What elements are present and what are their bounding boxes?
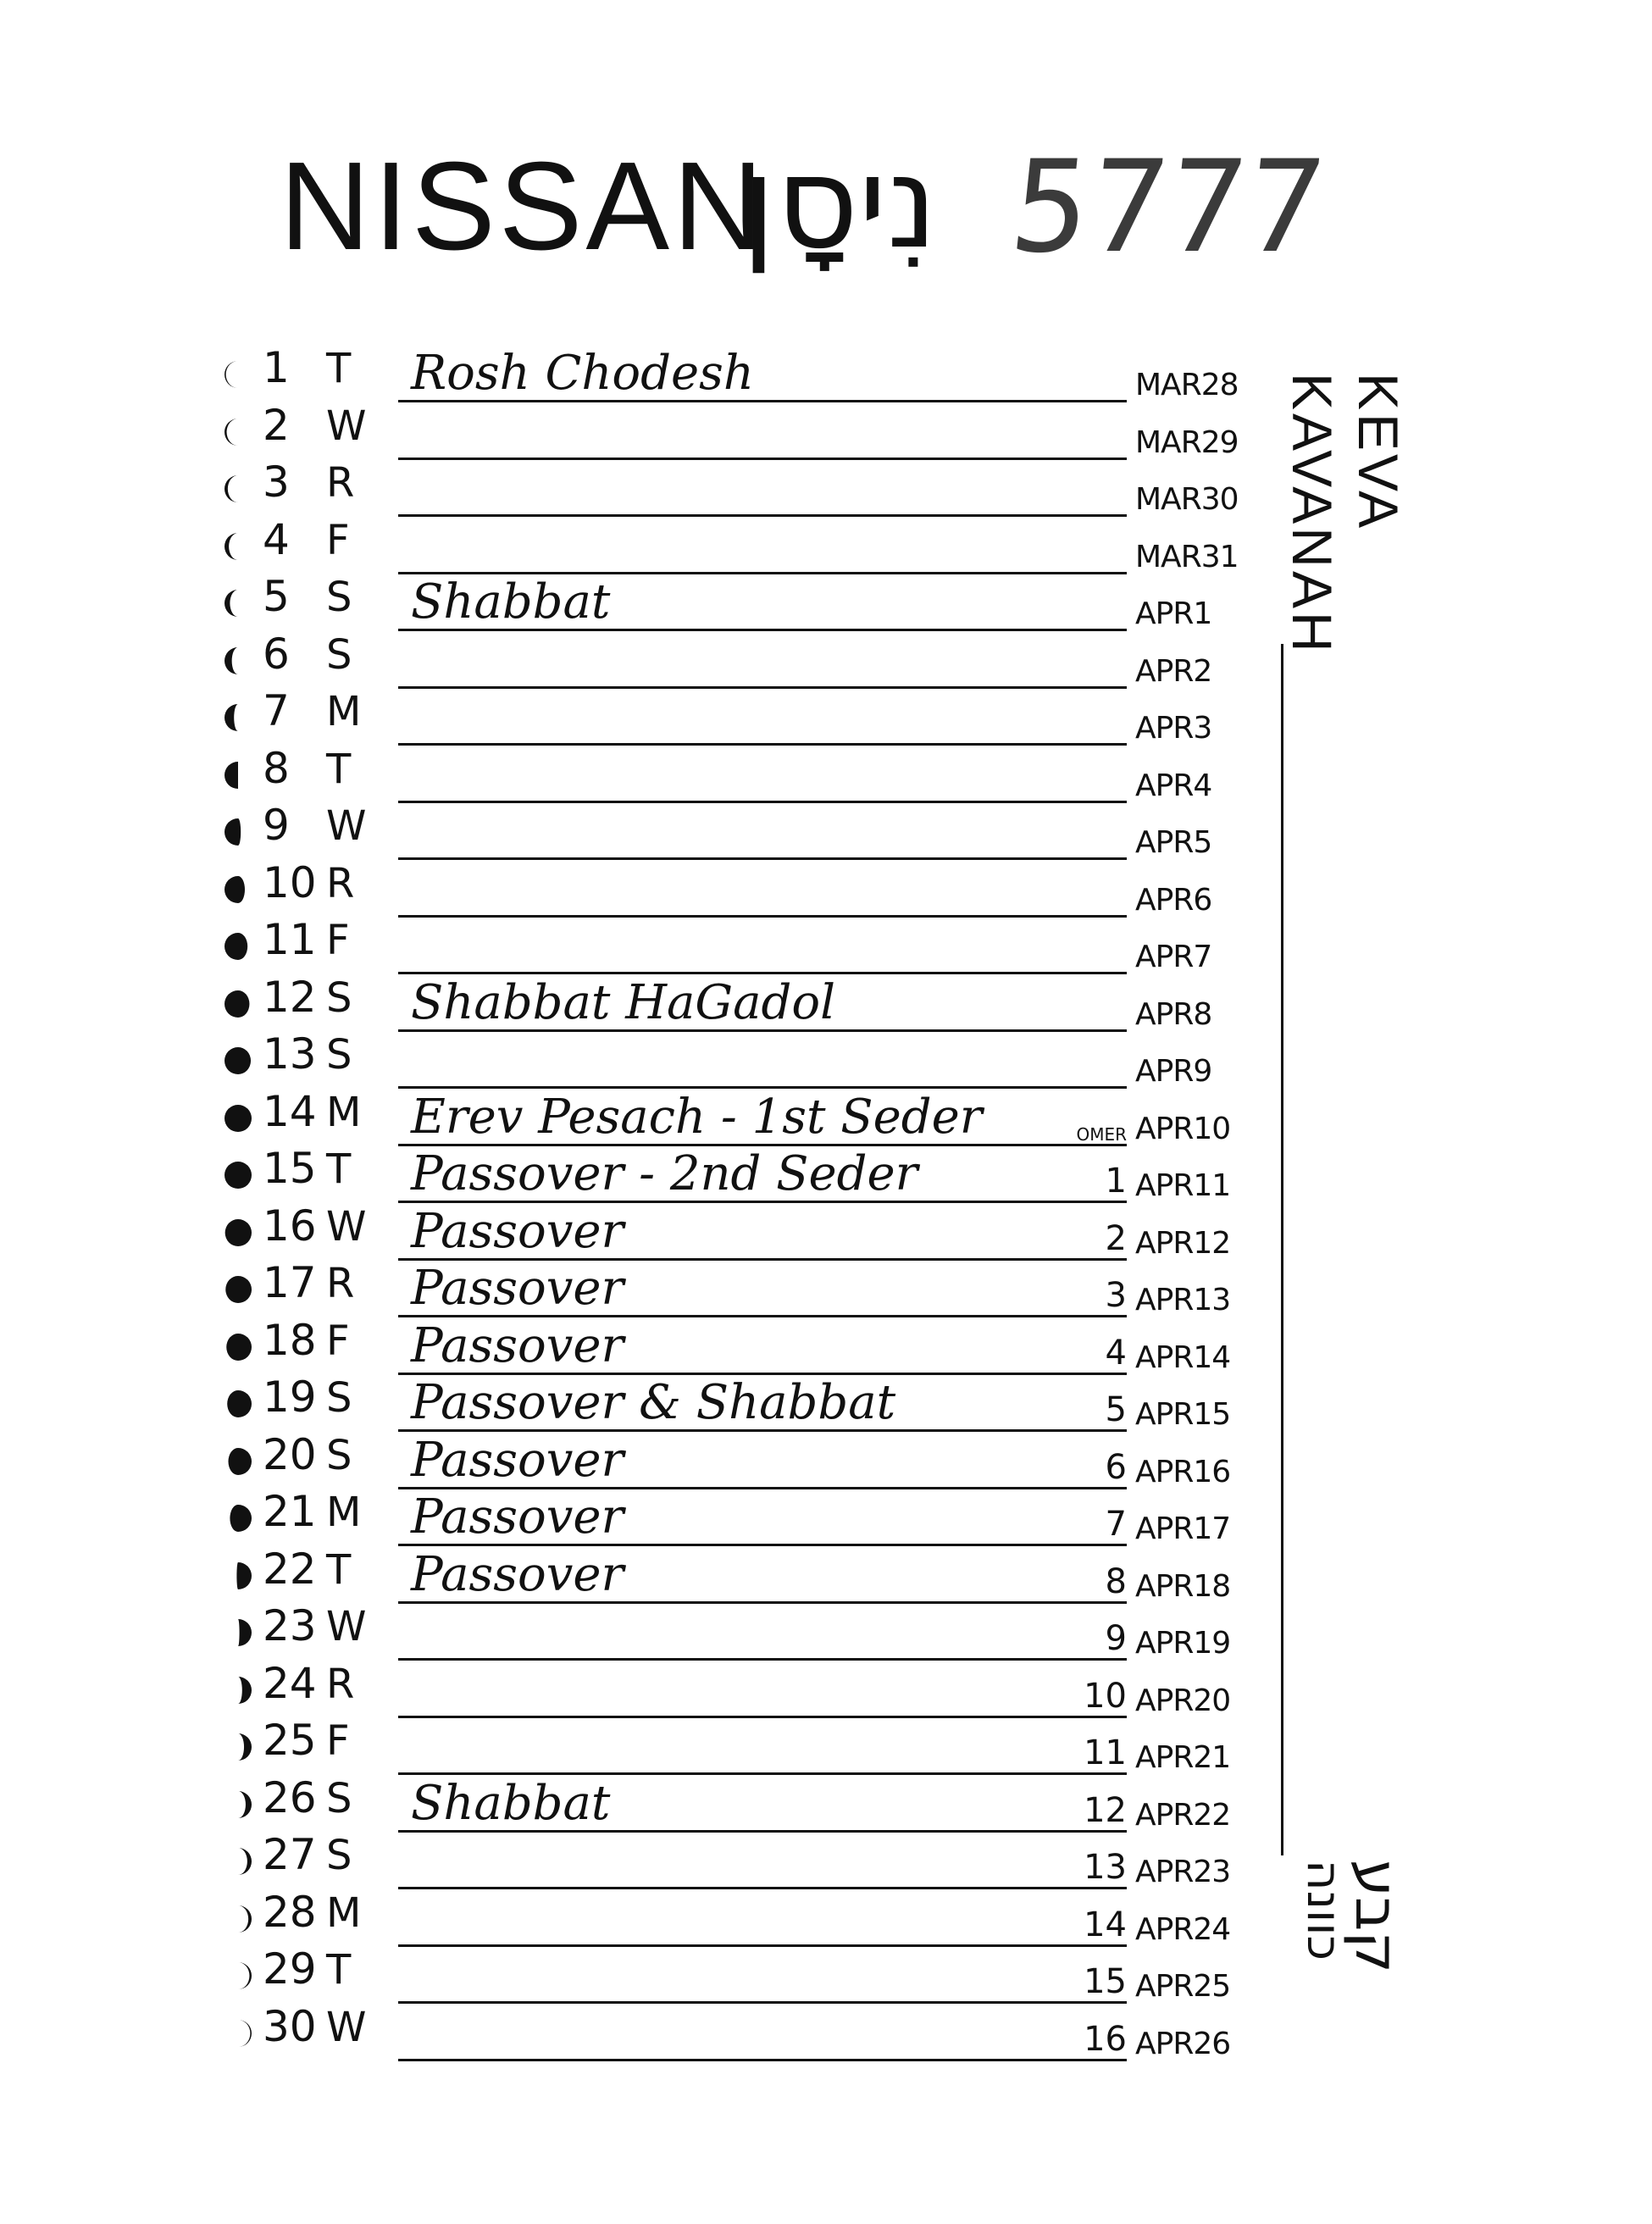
day-row [0, 744, 1271, 803]
gregorian-date: APR12 [1135, 1225, 1231, 1261]
day-row [0, 1373, 1271, 1432]
side-label-english [1279, 373, 1410, 656]
event-text: Passover [411, 1432, 624, 1488]
day-row [0, 1201, 1271, 1261]
day-row [0, 1545, 1271, 1604]
day-row [0, 458, 1271, 517]
gregorian-date: APR22 [1135, 1797, 1231, 1833]
weekday-letter: S [326, 1431, 352, 1479]
day-row [0, 973, 1271, 1032]
gregorian-date: APR26 [1135, 2026, 1231, 2061]
hebrew-day-number: 19 [263, 1373, 317, 1422]
gregorian-date: APR7 [1135, 940, 1212, 974]
weekday-letter: T [326, 1946, 352, 1994]
gregorian-date: APR24 [1135, 1911, 1231, 1947]
gregorian-date: APR4 [1135, 768, 1212, 803]
hebrew-day-number: 22 [263, 1544, 317, 1594]
moon-phase-icon [222, 1731, 254, 1763]
moon-phase-icon [222, 874, 254, 906]
omer-count: 2 [1105, 1218, 1127, 1258]
gregorian-date: APR1 [1135, 596, 1212, 631]
weekday-letter: S [326, 1031, 352, 1079]
moon-phase-icon [222, 759, 254, 791]
day-row [0, 1830, 1271, 1889]
event-text: Passover - 2nd Seder [411, 1146, 918, 1201]
weekday-letter: R [326, 859, 355, 907]
hebrew-day-number: 4 [263, 514, 290, 564]
hebrew-day-number: 27 [263, 1830, 317, 1879]
moon-phase-icon [222, 645, 254, 677]
moon-phase-icon [222, 1217, 254, 1249]
hebrew-day-number: 18 [263, 1315, 317, 1365]
weekday-letter: F [326, 1717, 350, 1765]
kavanah-label-hebrew: כוונה [1296, 1860, 1351, 1961]
side-divider [1281, 644, 1283, 1855]
side-label-hebrew [1279, 1860, 1411, 2055]
day-row [0, 1716, 1271, 1775]
moon-phase-icon [222, 702, 254, 734]
weekday-letter: W [326, 802, 367, 850]
hebrew-day-number: 23 [263, 1601, 317, 1650]
omer-count: 10 [1084, 1676, 1127, 1716]
gregorian-date: APR8 [1135, 996, 1212, 1032]
weekday-letter: F [326, 1317, 350, 1365]
hebrew-day-number: 12 [263, 972, 317, 1022]
month-name: NISSAN [280, 136, 768, 276]
day-row [0, 686, 1271, 746]
weekday-letter: S [326, 1374, 352, 1422]
event-text: Passover [411, 1203, 624, 1259]
hebrew-day-number: 29 [263, 1944, 317, 1994]
hebrew-day-number: 28 [263, 1887, 317, 1937]
day-row [0, 401, 1271, 460]
omer-count: 8 [1105, 1561, 1127, 1601]
moon-phase-icon [222, 1960, 254, 1992]
weekday-letter: S [326, 973, 352, 1022]
hebrew-day-number: 25 [263, 1716, 317, 1765]
day-row [0, 915, 1271, 974]
weekday-letter: T [326, 745, 352, 793]
hebrew-day-number: 6 [263, 629, 290, 679]
event-text: Shabbat [411, 1775, 611, 1831]
day-row [0, 1029, 1271, 1089]
hebrew-day-number: 16 [263, 1201, 317, 1251]
day-row [0, 858, 1271, 918]
gregorian-date: APR19 [1135, 1626, 1231, 1661]
event-text: Passover [411, 1489, 624, 1545]
hebrew-day-number: 3 [263, 458, 290, 507]
event-text: Shabbat [411, 574, 611, 629]
moon-phase-icon [222, 1159, 254, 1191]
day-row [0, 1487, 1271, 1546]
gregorian-date: APR15 [1135, 1397, 1231, 1432]
moon-phase-icon [222, 930, 254, 962]
gregorian-date: APR3 [1135, 711, 1212, 746]
moon-phase-icon [222, 1845, 254, 1877]
event-text: Rosh Chodesh [411, 346, 754, 401]
month-name-hebrew: נִיסָן [741, 130, 938, 277]
moon-phase-icon [222, 1674, 254, 1706]
gregorian-date: APR10 [1135, 1111, 1231, 1146]
weekday-letter: M [326, 1088, 362, 1136]
hebrew-day-number: 13 [263, 1029, 317, 1079]
hebrew-day-number: 26 [263, 1772, 317, 1822]
hebrew-day-number: 10 [263, 857, 317, 907]
weekday-letter: M [326, 688, 362, 735]
moon-phase-icon [222, 1102, 254, 1134]
gregorian-date: APR14 [1135, 1339, 1231, 1375]
hebrew-day-number: 17 [263, 1258, 317, 1307]
weekday-letter: S [326, 1832, 352, 1879]
moon-phase-icon [222, 1445, 254, 1478]
moon-phase-icon [222, 2017, 254, 2049]
moon-phase-icon [222, 1789, 254, 1821]
gregorian-date: MAR28 [1135, 368, 1239, 402]
moon-phase-icon [222, 1045, 254, 1077]
day-row [0, 1144, 1271, 1203]
gregorian-date: MAR29 [1135, 424, 1239, 460]
day-row [0, 801, 1271, 860]
hebrew-day-number: 30 [263, 2001, 317, 2051]
day-row [0, 1430, 1271, 1489]
moon-phase-icon [222, 1560, 254, 1592]
weekday-letter: W [326, 402, 367, 450]
weekday-letter: R [326, 1660, 355, 1708]
moon-phase-icon [222, 1388, 254, 1420]
keva-label: KEVA [1347, 373, 1410, 532]
weekday-letter: F [326, 516, 350, 564]
weekday-letter: S [326, 630, 352, 679]
event-text: Passover [411, 1317, 624, 1373]
gregorian-date: APR11 [1135, 1168, 1231, 1203]
omer-count: 16 [1084, 2019, 1127, 2059]
omer-count: 1 [1105, 1162, 1127, 1201]
omer-count: 4 [1105, 1333, 1127, 1373]
omer-count: 11 [1084, 1733, 1127, 1772]
day-row [0, 572, 1271, 631]
gregorian-date: APR16 [1135, 1454, 1231, 1489]
omer-count: 12 [1084, 1790, 1127, 1830]
gregorian-date: APR25 [1135, 1969, 1231, 2004]
hebrew-day-number: 2 [263, 400, 290, 450]
hebrew-day-number: 14 [263, 1086, 317, 1136]
omer-count: 13 [1084, 1848, 1127, 1887]
hebrew-day-number: 1 [263, 343, 290, 392]
day-row [0, 1659, 1271, 1718]
omer-count: 7 [1105, 1505, 1127, 1544]
hebrew-day-number: 8 [263, 743, 290, 793]
entry-line [398, 2059, 1127, 2061]
hebrew-year: 5777 [1004, 134, 1333, 281]
gregorian-date: APR23 [1135, 1855, 1231, 1889]
weekday-letter: W [326, 1603, 367, 1650]
event-text: Passover [411, 1261, 624, 1316]
day-row [0, 343, 1271, 402]
event-text: Passover [411, 1546, 624, 1602]
hebrew-day-number: 21 [263, 1487, 317, 1536]
day-row [0, 1944, 1271, 2004]
moon-phase-icon [222, 1502, 254, 1534]
gregorian-date: APR18 [1135, 1568, 1231, 1604]
hebrew-day-number: 11 [263, 915, 317, 964]
omer-count: 5 [1105, 1390, 1127, 1429]
weekday-letter: R [326, 1260, 355, 1307]
weekday-letter: W [326, 1202, 367, 1251]
omer-count: 14 [1084, 1905, 1127, 1944]
moon-phase-icon [222, 1903, 254, 1935]
hebrew-day-number: 15 [263, 1144, 317, 1193]
weekday-letter: M [326, 1888, 362, 1937]
moon-phase-icon [222, 473, 254, 505]
hebrew-day-number: 24 [263, 1658, 317, 1708]
gregorian-date: APR20 [1135, 1683, 1231, 1718]
day-row [0, 1773, 1271, 1833]
weekday-letter: S [326, 1774, 352, 1822]
event-text: Erev Pesach - 1st Seder [411, 1089, 983, 1145]
moon-phase-icon [222, 1617, 254, 1649]
day-row [0, 2002, 1271, 2061]
hebrew-day-number: 7 [263, 686, 290, 735]
day-row [0, 1316, 1271, 1375]
omer-count: 9 [1105, 1619, 1127, 1658]
omer-count: 6 [1105, 1447, 1127, 1487]
day-row [0, 629, 1271, 689]
gregorian-date: APR9 [1135, 1054, 1212, 1089]
hebrew-day-number: 20 [263, 1429, 317, 1479]
weekday-letter: M [326, 1489, 362, 1536]
day-row [0, 1888, 1271, 1947]
gregorian-date: MAR30 [1135, 482, 1239, 517]
moon-phase-icon [222, 587, 254, 619]
event-text: Passover & Shabbat [411, 1375, 896, 1430]
day-row [0, 1087, 1271, 1146]
gregorian-date: APR17 [1135, 1511, 1231, 1546]
moon-phase-icon [222, 358, 254, 391]
weekday-letter: R [326, 459, 355, 507]
day-row [0, 1258, 1271, 1317]
moon-phase-icon [222, 1273, 254, 1306]
day-row [0, 515, 1271, 574]
gregorian-date: APR2 [1135, 653, 1212, 689]
hebrew-day-number: 9 [263, 801, 290, 850]
moon-phase-icon [222, 416, 254, 448]
keva-label-hebrew: קבע [1342, 1860, 1411, 1973]
moon-phase-icon [222, 988, 254, 1020]
gregorian-date: APR6 [1135, 882, 1212, 918]
gregorian-date: APR5 [1135, 825, 1212, 860]
event-text: Shabbat HaGadol [411, 974, 836, 1030]
gregorian-date: MAR31 [1135, 539, 1239, 574]
kavanah-label: KAVANAH [1281, 373, 1344, 656]
moon-phase-icon [222, 816, 254, 848]
hebrew-day-number: 5 [263, 572, 290, 621]
weekday-letter: W [326, 2003, 367, 2051]
weekday-letter: S [326, 574, 352, 621]
omer-count: OMER [1076, 1123, 1127, 1145]
moon-phase-icon [222, 1331, 254, 1363]
day-row [0, 1601, 1271, 1661]
weekday-letter: T [326, 1545, 352, 1594]
omer-count: 15 [1084, 1962, 1127, 2001]
gregorian-date: APR13 [1135, 1283, 1231, 1317]
gregorian-date: APR21 [1135, 1740, 1231, 1775]
moon-phase-icon [222, 530, 254, 563]
weekday-letter: T [326, 1145, 352, 1193]
omer-count: 3 [1105, 1276, 1127, 1315]
weekday-letter: F [326, 917, 350, 964]
weekday-letter: T [326, 345, 352, 392]
